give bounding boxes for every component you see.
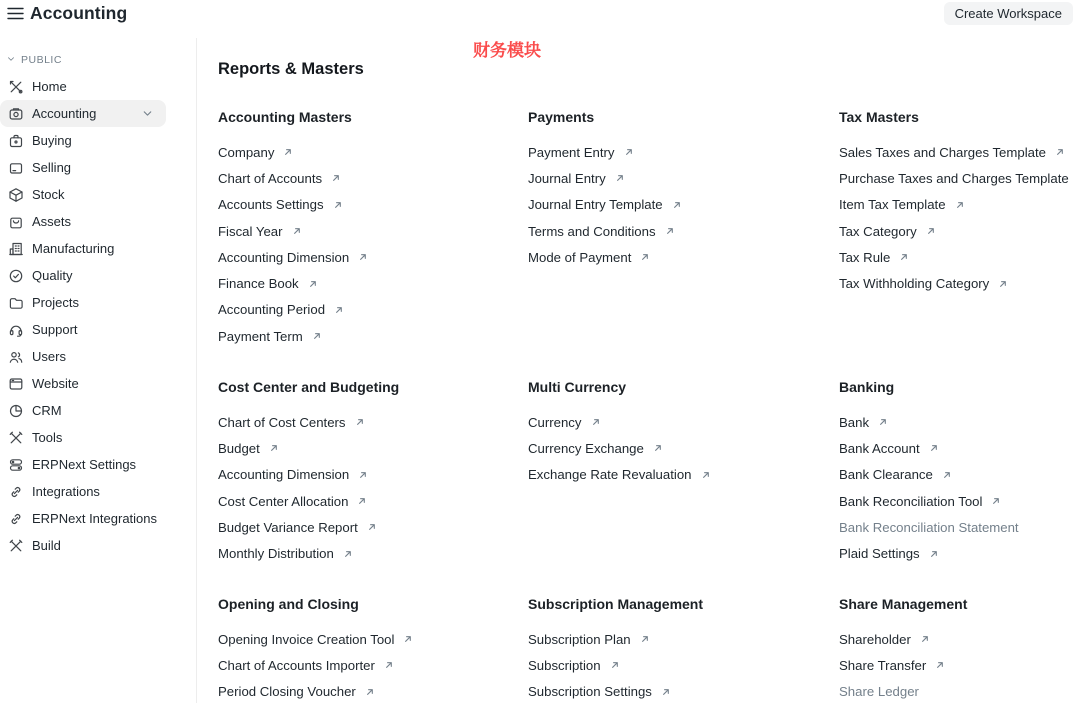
- sidebar-item-label: ERPNext Settings: [32, 457, 137, 472]
- link-label: Mode of Payment: [528, 249, 632, 265]
- external-link-icon: [333, 200, 343, 210]
- external-link-icon: [935, 660, 945, 670]
- sidebar-item-users[interactable]: [0, 343, 166, 370]
- sidebar-item-label: Selling: [32, 160, 72, 175]
- sidebar-section-label: PUBLIC: [21, 54, 62, 66]
- link-label: Exchange Rate Revaluation: [528, 467, 692, 483]
- external-link-icon: [292, 226, 302, 236]
- workspace-link-bank-reconciliation-statement[interactable]: [839, 514, 1080, 540]
- sidebar-item-label: Buying: [32, 133, 72, 148]
- group-opening-and-closing: [218, 595, 518, 705]
- sidebar-item-home[interactable]: [0, 73, 166, 100]
- chevron-down-icon[interactable]: [141, 107, 154, 120]
- workspace-link-purchase-taxes-and-charges-template[interactable]: [839, 165, 1080, 191]
- stock-icon: [8, 187, 24, 203]
- link-label: Payment Entry: [528, 144, 615, 160]
- link-label: Chart of Accounts Importer: [218, 657, 375, 673]
- link-label: Accounting Period: [218, 302, 326, 318]
- workspace-link-company[interactable]: [218, 139, 518, 165]
- link-label: Journal Entry Template: [528, 197, 663, 213]
- external-link-icon: [640, 252, 650, 262]
- link-label: Subscription: [528, 657, 601, 673]
- sidebar-item-erpnext-settings[interactable]: [0, 451, 166, 478]
- manufacturing-icon: [8, 241, 24, 257]
- page-title: Accounting: [30, 3, 128, 23]
- workspace-link-chart-of-cost-centers[interactable]: [218, 409, 518, 435]
- group-accounting-masters: [218, 108, 518, 349]
- support-icon: [8, 322, 24, 338]
- link-label: Fiscal Year: [218, 223, 283, 239]
- external-link-icon: [701, 470, 711, 480]
- external-link-icon: [661, 687, 671, 697]
- assets-icon: [8, 214, 24, 230]
- workspace-link-fiscal-year[interactable]: [218, 218, 518, 244]
- external-link-icon: [653, 443, 663, 453]
- sidebar-item-label: Home: [32, 79, 67, 94]
- link-label: Accounting Dimension: [218, 467, 350, 483]
- workspace-link-mode-of-payment[interactable]: [528, 244, 828, 270]
- link-label: Period Closing Voucher: [218, 684, 356, 700]
- sidebar-item-label: Integrations: [32, 484, 100, 499]
- sidebar-item-label: Support: [32, 322, 78, 337]
- build-icon: [8, 538, 24, 554]
- workspace-link-share-transfer[interactable]: [839, 652, 1080, 678]
- workspace-link-budget-variance-report[interactable]: [218, 514, 518, 540]
- link-label: Shareholder: [839, 631, 911, 647]
- workspace-link-bank[interactable]: [839, 409, 1080, 435]
- link-label: Accounts Settings: [218, 197, 324, 213]
- external-link-icon: [998, 279, 1008, 289]
- workspace-link-subscription-settings[interactable]: [528, 679, 828, 705]
- sidebar-item-label: Website: [32, 376, 79, 391]
- group-multi-currency: [528, 378, 828, 488]
- sidebar-divider: [196, 38, 197, 703]
- external-link-icon: [308, 279, 318, 289]
- external-link-icon: [920, 634, 930, 644]
- workspace-link-accounting-dimension[interactable]: [218, 244, 518, 270]
- workspace-link-shareholder[interactable]: [839, 626, 1080, 652]
- workspace-link-accounting-dimension[interactable]: [218, 462, 518, 488]
- sidebar-item-list: [0, 73, 196, 559]
- external-link-icon: [955, 200, 965, 210]
- workspace-link-plaid-settings[interactable]: [839, 540, 1080, 566]
- workspace-link-chart-of-accounts[interactable]: [218, 165, 518, 191]
- workspace-link-payment-entry[interactable]: [528, 139, 828, 165]
- sidebar-item-stock[interactable]: [0, 181, 166, 208]
- group-link-list: [218, 626, 518, 705]
- external-link-icon: [991, 496, 1001, 506]
- sidebar-item-selling[interactable]: [0, 154, 166, 181]
- external-link-icon: [384, 660, 394, 670]
- home-icon: [8, 79, 24, 95]
- sidebar-item-support[interactable]: [0, 316, 166, 343]
- menu-icon: [7, 6, 24, 24]
- workspace-link-opening-invoice-creation-tool[interactable]: [218, 626, 518, 652]
- chevron-down-icon: [6, 51, 16, 69]
- external-link-icon: [591, 417, 601, 427]
- link-label: Tax Withholding Category: [839, 276, 990, 292]
- external-link-icon: [331, 173, 341, 183]
- workspace-link-bank-clearance[interactable]: [839, 462, 1080, 488]
- users-icon: [8, 349, 24, 365]
- workspace-link-sales-taxes-and-charges-template[interactable]: [839, 139, 1080, 165]
- workspace-link-currency-exchange[interactable]: [528, 435, 828, 461]
- accounting-icon: [8, 106, 24, 122]
- external-link-icon: [355, 417, 365, 427]
- external-link-icon: [283, 147, 293, 157]
- workspace-link-exchange-rate-revaluation[interactable]: [528, 462, 828, 488]
- link-label: Subscription Plan: [528, 631, 631, 647]
- workspace-link-subscription[interactable]: [528, 652, 828, 678]
- workspace-link-terms-and-conditions[interactable]: [528, 218, 828, 244]
- group-title: Share Management: [839, 596, 968, 612]
- group-payments: [528, 108, 828, 270]
- link-label: Budget: [218, 440, 260, 456]
- external-link-icon: [357, 496, 367, 506]
- link-label: Chart of Accounts: [218, 170, 323, 186]
- external-link-icon: [269, 443, 279, 453]
- group-link-list: [839, 626, 1080, 705]
- group-title: Tax Masters: [839, 109, 919, 125]
- group-link-list: [528, 409, 828, 488]
- settings-icon: [8, 457, 24, 473]
- sidebar-item-accounting[interactable]: [0, 100, 166, 127]
- link-label: Subscription Settings: [528, 684, 652, 700]
- external-link-icon: [942, 470, 952, 480]
- link-label: Payment Term: [218, 328, 303, 344]
- external-link-icon: [926, 226, 936, 236]
- external-link-icon: [929, 549, 939, 559]
- sidebar-toggle-button[interactable]: [6, 6, 24, 24]
- quality-icon: [8, 268, 24, 284]
- group-title: Banking: [839, 379, 895, 395]
- link-label: Monthly Distribution: [218, 546, 334, 562]
- integrations-icon: [8, 511, 24, 527]
- workspace-link-monthly-distribution[interactable]: [218, 540, 518, 566]
- sidebar-item-label: ERPNext Integrations: [32, 511, 158, 526]
- external-link-icon: [403, 634, 413, 644]
- link-label: Opening Invoice Creation Tool: [218, 631, 395, 647]
- workspace-link-journal-entry-template[interactable]: [528, 192, 828, 218]
- group-link-list: [528, 139, 828, 270]
- workspace-link-tax-category[interactable]: [839, 218, 1080, 244]
- sidebar-item-quality[interactable]: [0, 262, 166, 289]
- top-bar: [0, 0, 1080, 30]
- external-link-icon: [312, 331, 322, 341]
- link-label: Share Ledger: [839, 684, 919, 700]
- external-link-icon: [665, 226, 675, 236]
- external-link-icon: [929, 443, 939, 453]
- create-workspace-button[interactable]: Create Workspace: [944, 2, 1073, 25]
- link-label: Tax Category: [839, 223, 917, 239]
- crm-icon: [8, 403, 24, 419]
- group-title: Subscription Management: [528, 596, 704, 612]
- external-link-icon: [878, 417, 888, 427]
- link-label: Cost Center Allocation: [218, 493, 349, 509]
- workspace-link-tax-rule[interactable]: [839, 244, 1080, 270]
- group-link-list: [218, 409, 518, 567]
- sidebar-item-label: Manufacturing: [32, 241, 115, 256]
- workspace-link-journal-entry[interactable]: [528, 165, 828, 191]
- workspace-link-accounts-settings[interactable]: [218, 192, 518, 218]
- sidebar-item-integrations[interactable]: [0, 478, 166, 505]
- group-title: Cost Center and Budgeting: [218, 379, 400, 395]
- workspace-link-cost-center-allocation[interactable]: [218, 488, 518, 514]
- workspace-link-item-tax-template[interactable]: [839, 192, 1080, 218]
- link-label: Item Tax Template: [839, 197, 946, 213]
- sidebar-item-crm[interactable]: [0, 397, 166, 424]
- sidebar-section-public[interactable]: [0, 52, 196, 68]
- integrations-icon: [8, 484, 24, 500]
- workspace-link-chart-of-accounts-importer[interactable]: [218, 652, 518, 678]
- link-label: Finance Book: [218, 276, 299, 292]
- workspace-link-bank-account[interactable]: [839, 435, 1080, 461]
- sidebar: [0, 52, 196, 559]
- sidebar-item-tools[interactable]: [0, 424, 166, 451]
- external-link-icon: [343, 549, 353, 559]
- section-title: Reports & Masters: [218, 60, 364, 78]
- external-link-icon: [899, 252, 909, 262]
- workspace-link-finance-book[interactable]: [218, 270, 518, 296]
- sidebar-item-projects[interactable]: [0, 289, 166, 316]
- link-label: Sales Taxes and Charges Template: [839, 144, 1046, 160]
- workspace-link-subscription-plan[interactable]: [528, 626, 828, 652]
- group-title: Payments: [528, 109, 595, 125]
- external-link-icon: [624, 147, 634, 157]
- sidebar-item-assets[interactable]: [0, 208, 166, 235]
- sidebar-item-label: Stock: [32, 187, 65, 202]
- workspace-link-budget[interactable]: [218, 435, 518, 461]
- link-label: Currency Exchange: [528, 440, 644, 456]
- sidebar-item-erpnext-integrations[interactable]: [0, 505, 166, 532]
- external-link-icon: [615, 173, 625, 183]
- link-label: Chart of Cost Centers: [218, 414, 346, 430]
- sidebar-item-label: Tools: [32, 430, 63, 445]
- link-label: Bank: [839, 414, 870, 430]
- link-label: Bank Clearance: [839, 467, 933, 483]
- group-share-management: [839, 595, 1080, 705]
- buying-icon: [8, 133, 24, 149]
- external-link-icon: [358, 470, 368, 480]
- external-link-icon: [672, 200, 682, 210]
- link-label: Currency: [528, 414, 582, 430]
- link-label: Company: [218, 144, 275, 160]
- external-link-icon: [610, 660, 620, 670]
- workspace-link-currency[interactable]: [528, 409, 828, 435]
- group-link-list: [528, 626, 828, 705]
- sidebar-item-website[interactable]: [0, 370, 166, 397]
- link-label: Bank Account: [839, 440, 920, 456]
- group-banking: [839, 378, 1080, 567]
- group-link-list: [839, 139, 1080, 297]
- sidebar-item-label: Projects: [32, 295, 79, 310]
- workspace-link-period-closing-voucher[interactable]: [218, 679, 518, 705]
- group-title: Accounting Masters: [218, 109, 352, 125]
- link-label: Bank Reconciliation Tool: [839, 493, 983, 509]
- sidebar-item-label: Quality: [32, 268, 73, 283]
- link-label: Share Transfer: [839, 657, 927, 673]
- red-annotation-text: 财务模块: [473, 41, 541, 60]
- link-label: Budget Variance Report: [218, 519, 358, 535]
- workspace-link-tax-withholding-category[interactable]: [839, 270, 1080, 296]
- link-label: Plaid Settings: [839, 546, 920, 562]
- external-link-icon: [367, 522, 377, 532]
- group-subscription-management: [528, 595, 828, 705]
- group-title: Opening and Closing: [218, 596, 359, 612]
- sidebar-item-buying[interactable]: [0, 127, 166, 154]
- external-link-icon: [640, 634, 650, 644]
- projects-icon: [8, 295, 24, 311]
- group-cost-center-and-budgeting: [218, 378, 518, 567]
- sidebar-item-label: CRM: [32, 403, 62, 418]
- workspace-link-accounting-period[interactable]: [218, 297, 518, 323]
- link-label: Terms and Conditions: [528, 223, 656, 239]
- link-label: Purchase Taxes and Charges Template: [839, 170, 1069, 186]
- group-link-list: [839, 409, 1080, 567]
- tools-icon: [8, 430, 24, 446]
- link-label: Tax Rule: [839, 249, 891, 265]
- website-icon: [8, 376, 24, 392]
- sidebar-item-build[interactable]: [0, 532, 166, 559]
- workspace-link-bank-reconciliation-tool[interactable]: [839, 488, 1080, 514]
- external-link-icon: [334, 305, 344, 315]
- workspace-link-payment-term[interactable]: [218, 323, 518, 349]
- external-link-icon: [358, 252, 368, 262]
- sidebar-item-manufacturing[interactable]: [0, 235, 166, 262]
- sidebar-item-label: Build: [32, 538, 61, 553]
- sidebar-item-label: Users: [32, 349, 66, 364]
- external-link-icon: [1055, 147, 1065, 157]
- sidebar-item-label: Accounting: [32, 106, 97, 121]
- group-tax-masters: [839, 108, 1080, 297]
- external-link-icon: [365, 687, 375, 697]
- group-link-list: [218, 139, 518, 349]
- group-title: Multi Currency: [528, 379, 627, 395]
- sidebar-item-label: Assets: [32, 214, 72, 229]
- link-label: Accounting Dimension: [218, 249, 350, 265]
- workspace-link-share-ledger[interactable]: [839, 679, 1080, 705]
- link-label: Bank Reconciliation Statement: [839, 519, 1019, 535]
- link-label: Journal Entry: [528, 170, 606, 186]
- selling-icon: [8, 160, 24, 176]
